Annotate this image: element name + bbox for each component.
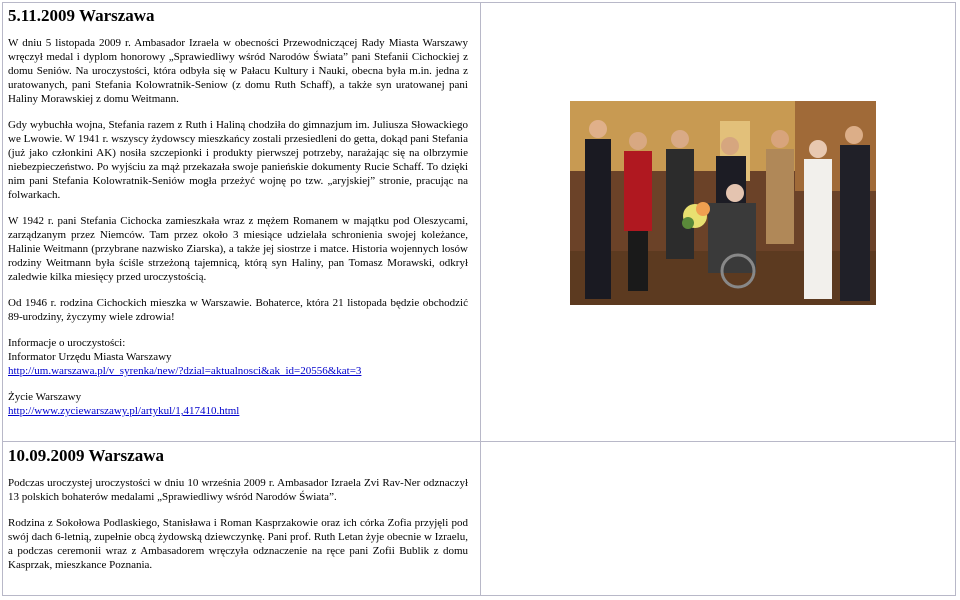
press-link[interactable]: http://www.zyciewarszawy.pl/artykul/1,417410.html	[8, 405, 240, 417]
article-paragraph: Podczas uroczystej uroczystości w dniu 10 września 2009 r. Ambasador Izraela Zvi Rav-Ner odznaczył 13 polskich bohaterów medalami „Sprawiedliwy wśród Narodów Świata”.	[8, 477, 468, 503]
article-paragraph: Rodzina z Sokołowa Podlaskiego, Stanisława i Roman Kasprzakowie oraz ich córka Zofia przyjęli pod swój dach 6-letnią, zupełnie obcą żydowską dziewczynkę. Pani prof. Ruth Letan żyje obecnie w Izraelu, a podczas ceremonii wraz z Ambasadorem wręczyła odznaczenie na ręce pani Zofii Bublik z domu Kasprzak, mieszkance Poznania.	[8, 517, 468, 571]
info-label: Informacje o uroczystości:	[8, 337, 126, 349]
article-heading: 10.09.2009 Warszawa	[8, 446, 164, 465]
press-label: Życie Warszawy	[8, 391, 82, 403]
ceremony-photo	[570, 101, 876, 305]
info-link[interactable]: http://um.warszawa.pl/v_syrenka/new/?dzial=aktualnosci&ak_id=20556&kat=3	[8, 365, 362, 377]
article-paragraph: Gdy wybuchła wojna, Stefania razem z Ruth i Haliną chodziła do gimnazjum im. Juliusza Słowackiego we Lwowie. W 1941 r. wszyscy żydowscy mieszkańcy zostali przesiedleni do getta, dokąd pani Stefania (już jako członkini AK) nosiła szczepionki i produkty pierwszej potrzeby, narażając się na olbrzymie niebezpieczeństwo. Po wyjściu za mąż przekazała swoje panieńskie dokumenty Rucie Schaff. To dzięki nim pani Stefania Kolowratnik-Seniów mogła przeżyć wojnę po tzw. „aryjskiej” stronie, pracując na folwarkach.	[8, 119, 468, 201]
article-paragraph: Od 1946 r. rodzina Cichockich mieszka w Warszawie. Bohaterce, która 21 listopada będzie obchodzić 89-urodziny, życzymy wiele zdrowia!	[8, 297, 468, 323]
article-heading: 5.11.2009 Warszawa	[8, 6, 155, 25]
info-source: Informator Urzędu Miasta Warszawy	[8, 351, 172, 363]
table-column-divider	[480, 2, 481, 596]
article-paragraph: W dniu 5 listopada 2009 r. Ambasador Izraela w obecności Przewodniczącej Rady Miasta Warszawy wręczył medal i dyplom honorowy „Sprawiedliwy wśród Narodów Świata” pani Stefanii Cichockiej z domu Seniów. Na uroczystości, która odbyła się w Pałacu Kultury i Nauki, obecna była m.in. jedna z uratowanych, pani Stefania Kolowratnik-Seniow (z domu Ruth Schaff), a także syn uratowanej pani Haliny Morawskiej z domu Weitmann.	[8, 37, 468, 105]
article-paragraph: W 1942 r. pani Stefania Cichocka zamieszkała wraz z mężem Romanem w majątku pod Oleszycami, zarządzanym przez Niemców. Tam przez około 3 miesiące udzielała schronienia swojej koleżance, Halinie Weitmann (przybrane nazwisko Ziarska), a także jej siostrze i matce. Historia wojennych losów rodziny Weitmann była ściśle strzeżoną tajemnicą, którą syn Haliny, pan Tomasz Morawski, odkrył zaledwie kilka miesięcy przed uroczystością.	[8, 215, 468, 283]
table-row-divider	[2, 441, 956, 442]
article-5-11-2009	[8, 6, 468, 430]
article-10-09-2009	[8, 446, 468, 584]
